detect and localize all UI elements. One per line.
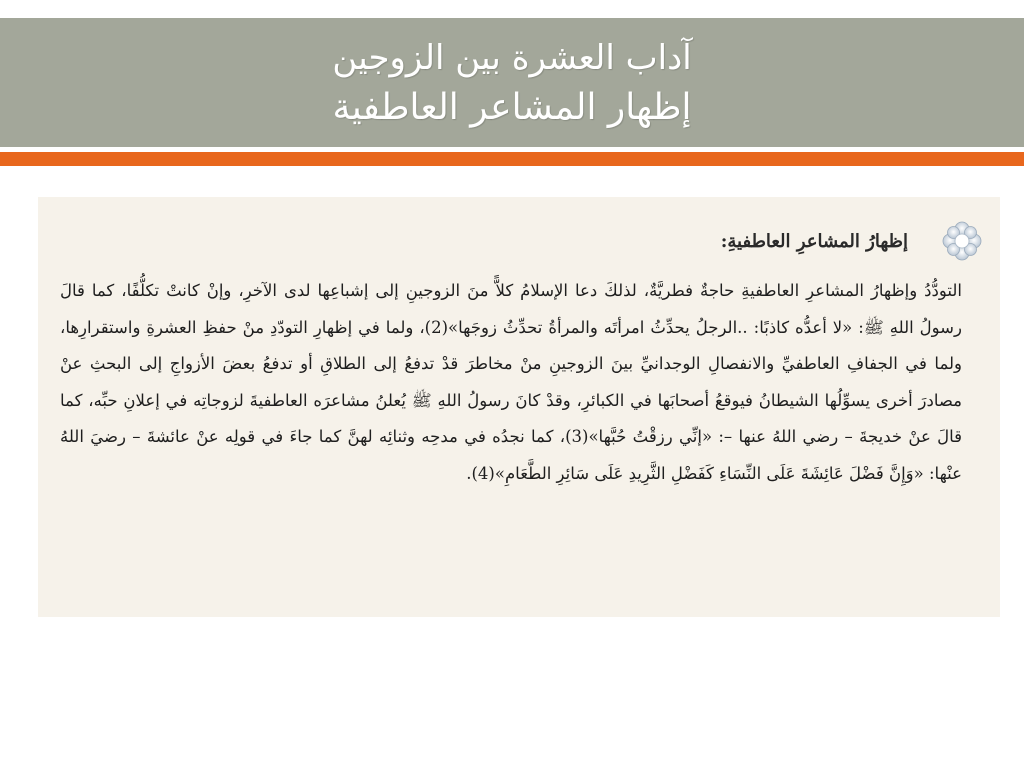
- slide-subtitle: إظهار المشاعر العاطفية: [332, 86, 692, 128]
- paragraph-line: إظهارِ التودّدِ منْ حفظِ العشرةِ واستقرارِها، ولما في الجفافِ العاطفيِّ والانفصالِ الوجدانيِّ بينَ الزوجينِ منْ مخاطرَ قدْ: [60, 317, 962, 373]
- body-paragraph: [60, 273, 962, 492]
- paragraph-line: تدفعُ إلى الطلاقِ أو تدفعُ بعضَ الأزواجِ إلى البحثِ عنْ مصادرَ أخرى يسوِّلُها الشيطانُ فيوقعُ أصحابَها في الكبائرِ،: [60, 354, 962, 410]
- paragraph-line: التودُّدُ وإظهارُ المشاعرِ العاطفيةِ حاجةٌ فطريَّةٌ، لذلكَ دعا الإسلامُ كلاًّ منَ الزوجينِ إلى إشباعِها لدى الآخرِ،: [238, 281, 962, 300]
- paragraph-line: «إنِّي رزقْتُ حُبَّها»(3)، كما نجدُه في مدحِه وثنائِه لهنَّ كما جاءَ في قولِه عنْ عائشةَ – رضيَ اللهُ عنْها: «وَإِنَّ فَضْلَ: [60, 427, 962, 483]
- section-heading: إظهارُ المشاعرِ العاطفيةِ:: [720, 230, 908, 252]
- paragraph-line: وإنْ كانتْ تكلُّفًا، كما قالَ رسولُ اللهِ ﷺ: «لا أعدُّه كاذبًا: ..الرجلُ يحدِّثُ امرأتَه والمرأةُ تحدِّثُ زوجَها»(2)، ولما في: [60, 281, 962, 337]
- flower-icon: [942, 221, 982, 261]
- paragraph-line: وقدْ كانَ رسولُ اللهِ ﷺ يُعلنُ مشاعرَه العاطفيةَ لزوجاتِه في إعلانِ حبِّه، كما قالَ عنْ خديجةَ – رضي اللهُ عنها –:: [60, 390, 963, 446]
- text-excerpt-image: [38, 197, 1000, 617]
- slide-title: آداب العشرة بين الزوجين: [332, 37, 692, 78]
- section-heading-row: [60, 219, 962, 263]
- title-divider-orange: [0, 152, 1024, 166]
- title-divider-white: [0, 147, 1024, 150]
- slide-title-bar: [0, 18, 1024, 147]
- paragraph-line: عَائِشَةَ عَلَى النِّسَاءِ كَفَضْلِ الثَّرِيدِ عَلَى سَائِرِ الطَّعَامِ»(4).: [466, 463, 844, 483]
